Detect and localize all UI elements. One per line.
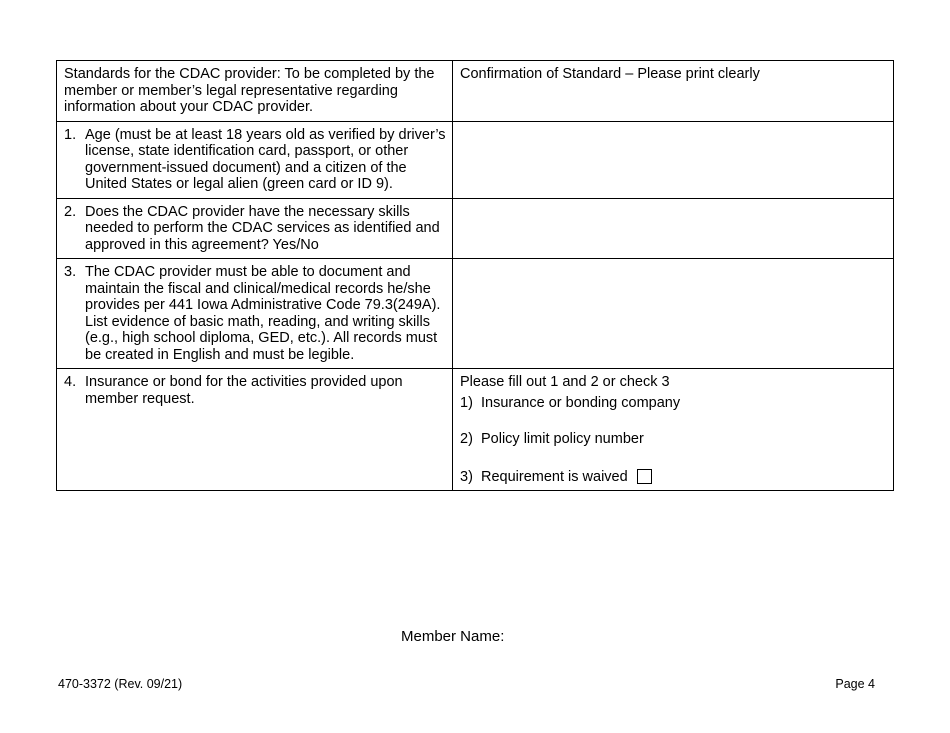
insurance-instructions: Please fill out 1 and 2 or check 3: [460, 374, 670, 390]
item-text: Age (must be at least 18 years old as verified by driver’s license, state identification card, passport, or other government-issued document) and a citizen of the United States or legal alien (green card or ID 9).: [85, 126, 446, 192]
insurance-company-field[interactable]: [460, 395, 887, 412]
option-number: 3): [460, 468, 473, 485]
table-row: [57, 121, 894, 198]
option-number: 2): [460, 431, 473, 447]
item-text: Does the CDAC provider have the necessary skills needed to perform the CDAC services as identified and approved in this agreement? Yes/No: [85, 203, 440, 253]
insurance-options-cell: [453, 369, 894, 491]
confirmation-field-skills[interactable]: [453, 198, 894, 259]
table-row: [57, 198, 894, 259]
item-text: Insurance or bond for the activities provided upon member request.: [85, 374, 403, 407]
standards-table: [56, 60, 894, 491]
page-number: Page 4: [835, 677, 875, 691]
option-label: Insurance or bonding company: [481, 394, 681, 411]
item-number: 1.: [64, 126, 77, 143]
standard-cell: [57, 121, 453, 198]
standard-cell: [57, 369, 453, 491]
confirmation-field-records[interactable]: [453, 259, 894, 369]
header-confirmation-cell: [453, 61, 894, 122]
option-label: Requirement is waived: [481, 468, 628, 485]
table-row: [57, 369, 894, 491]
policy-number-field[interactable]: [460, 431, 887, 448]
item-number: 2.: [64, 203, 77, 220]
item-number: 3.: [64, 264, 77, 280]
waived-checkbox[interactable]: [637, 469, 652, 484]
table-header-row: [57, 61, 894, 122]
form-number: 470-3372 (Rev. 09/21): [58, 677, 183, 691]
option-label: Policy limit policy number: [481, 431, 644, 447]
member-name-label: Member Name:: [401, 628, 505, 645]
standard-cell: [57, 198, 453, 259]
standard-cell: [57, 259, 453, 369]
header-standards-text: Standards for the CDAC provider: To be completed by the member or member’s legal representative regarding information about your CDAC provider.: [64, 66, 435, 115]
waived-option: [460, 469, 887, 486]
confirmation-field-age[interactable]: [453, 121, 894, 198]
table-row: [57, 259, 894, 369]
header-standards-cell: [57, 61, 453, 122]
option-number: 1): [460, 394, 473, 411]
item-text: The CDAC provider must be able to document and maintain the fiscal and clinical/medical records he/she provides per 441 Iowa Administrative Code 79.3(249A). List evidence of basic math, reading, and writing skills (e.g., high school diploma, GED, etc.). All records must be created in English and must be legible.: [85, 264, 441, 363]
item-number: 4.: [64, 374, 77, 390]
header-confirmation-text: Confirmation of Standard – Please print clearly: [460, 66, 760, 82]
